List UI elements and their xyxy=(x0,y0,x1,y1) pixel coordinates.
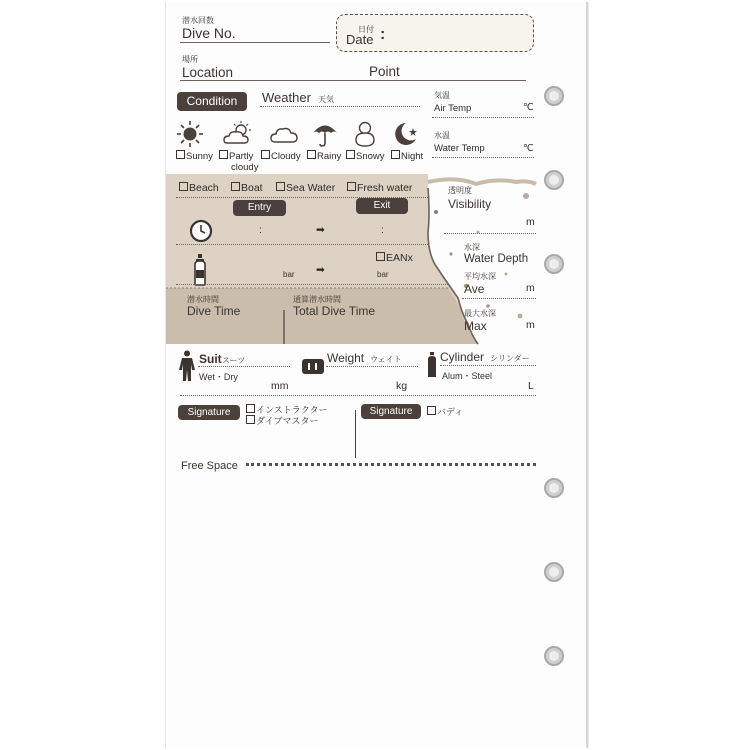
free-space-label: Free Space xyxy=(181,460,238,472)
water-temp-label: Water Temp xyxy=(434,143,485,154)
air-tank-icon xyxy=(192,254,208,286)
dive-no-jp: 潜水回数 xyxy=(182,16,214,25)
suit-label: Suit xyxy=(199,352,222,366)
sun-icon xyxy=(176,120,204,148)
signature-divider xyxy=(355,410,356,458)
option-night[interactable]: Night xyxy=(391,150,423,162)
checkbox[interactable] xyxy=(176,150,185,159)
weather-jp: 天気 xyxy=(318,95,334,104)
entry-time-colon: : xyxy=(259,224,262,236)
exit-badge: Exit xyxy=(356,198,408,214)
max-label: Max xyxy=(464,319,487,333)
checkbox[interactable] xyxy=(307,150,316,159)
weight-line xyxy=(326,366,418,367)
signature-badge-instructor: Signature xyxy=(178,405,240,420)
air-temp-label: Air Temp xyxy=(434,103,472,114)
condition-badge: Condition xyxy=(177,92,247,111)
gear-line xyxy=(180,395,536,396)
env-beach[interactable]: Beach xyxy=(179,182,219,194)
option-partly-cloudy[interactable]: Partly cloudy xyxy=(219,150,258,173)
snowman-icon xyxy=(353,120,377,148)
binder-hole xyxy=(544,170,564,190)
air-temp-unit: ℃ xyxy=(523,102,534,113)
suit-jp: スーツ xyxy=(222,356,246,365)
date-colon: : xyxy=(380,26,386,43)
option-snowy[interactable]: Snowy xyxy=(346,150,385,162)
env-boat[interactable]: Boat xyxy=(231,182,263,194)
signature-badge-buddy: Signature xyxy=(361,404,421,419)
checkbox[interactable] xyxy=(276,182,285,191)
umbrella-icon xyxy=(311,120,339,148)
checkbox[interactable] xyxy=(347,182,356,191)
water-depth-label: Water Depth xyxy=(464,253,529,265)
location-jp: 場所 xyxy=(182,55,198,64)
ave-line xyxy=(462,298,536,299)
cylinder-line xyxy=(440,365,536,366)
option-sunny[interactable]: Sunny xyxy=(176,150,213,162)
env-sea-water[interactable]: Sea Water xyxy=(276,182,335,194)
binder-hole xyxy=(544,478,564,498)
time-line xyxy=(176,244,428,245)
point-label: Point xyxy=(369,64,400,79)
visibility-jp: 透明度 xyxy=(448,186,472,195)
binder-hole xyxy=(544,562,564,582)
checkbox[interactable] xyxy=(231,182,240,191)
water-temp-jp: 水温 xyxy=(434,131,450,140)
checkbox[interactable] xyxy=(261,150,270,159)
dive-no-line xyxy=(180,42,330,43)
pressure-arrow: ➡ xyxy=(316,264,325,276)
end-bar-unit: bar xyxy=(377,270,389,279)
visibility-unit: m xyxy=(526,216,535,228)
total-time-jp: 通算潜水時間 xyxy=(293,295,341,304)
ave-jp: 平均水深 xyxy=(464,272,496,281)
air-temp-jp: 気温 xyxy=(434,91,450,100)
start-bar-unit: bar xyxy=(283,270,295,279)
suit-line xyxy=(198,366,290,367)
pressure-line xyxy=(176,284,448,285)
air-temp-line xyxy=(432,117,534,118)
max-unit: m xyxy=(526,319,535,331)
date-jp: 日付 xyxy=(358,25,374,34)
checkbox[interactable] xyxy=(376,252,385,261)
dive-no-label: Dive No. xyxy=(182,25,236,41)
water-temp-unit: ℃ xyxy=(523,143,534,154)
dive-time-jp: 潜水時間 xyxy=(187,295,219,304)
env-fresh-water[interactable]: Fresh water xyxy=(347,182,412,194)
weight-unit: kg xyxy=(396,380,408,392)
cylinder-unit: L xyxy=(528,380,534,392)
binder-hole xyxy=(544,646,564,666)
checkbox[interactable] xyxy=(346,150,355,159)
partly-cloudy-icon xyxy=(222,120,254,148)
suit-unit: mm xyxy=(271,380,289,392)
cylinder-label: Cylinder xyxy=(440,350,485,364)
clock-icon xyxy=(189,219,213,243)
moon-star-icon xyxy=(392,120,420,148)
cylinder-jp: シリンダー xyxy=(490,354,530,363)
visibility-label: Visibility xyxy=(448,197,492,211)
buddy-option[interactable]: バディ xyxy=(427,405,463,418)
dive-log-page xyxy=(165,2,588,748)
water-temp-line xyxy=(432,157,534,158)
checkbox[interactable] xyxy=(427,406,436,415)
free-space-dots xyxy=(246,463,536,466)
entry-badge: Entry xyxy=(233,200,286,216)
divemaster-option[interactable]: ダイブマスター xyxy=(246,414,319,427)
exit-time-colon: : xyxy=(381,224,384,236)
suit-type: Wet・Dry xyxy=(199,372,238,382)
checkbox[interactable] xyxy=(246,415,255,424)
cylinder-type: Alum・Steel xyxy=(442,371,493,381)
ave-unit: m xyxy=(526,282,535,294)
binder-hole xyxy=(544,86,564,106)
total-time-label: Total Dive Time xyxy=(293,304,376,318)
cloud-icon xyxy=(270,124,298,144)
time-arrow: ➡ xyxy=(316,224,325,236)
water-depth-jp: 水深 xyxy=(464,243,480,252)
option-rainy[interactable]: Rainy xyxy=(307,150,341,162)
checkbox[interactable] xyxy=(246,404,255,413)
option-cloudy[interactable]: Cloudy xyxy=(261,150,301,162)
checkbox[interactable] xyxy=(219,150,228,159)
weather-line xyxy=(260,106,420,107)
instructor-option[interactable]: インストラクター xyxy=(246,403,328,416)
checkbox[interactable] xyxy=(179,182,188,191)
weight-icon xyxy=(302,359,324,374)
checkbox[interactable] xyxy=(391,150,400,159)
cylinder-icon xyxy=(426,352,438,378)
weight-jp: ウェイト xyxy=(370,355,402,364)
visibility-line xyxy=(444,233,536,234)
weather-label: Weather xyxy=(262,90,311,105)
date-label: Date xyxy=(346,32,374,47)
binder-hole xyxy=(544,254,564,274)
dive-time-label: Dive Time xyxy=(187,304,241,318)
location-line xyxy=(180,80,526,81)
ave-label: Ave xyxy=(464,282,485,296)
weight-label: Weight xyxy=(327,351,365,365)
wetsuit-icon xyxy=(178,350,196,382)
eanx-option[interactable]: EANx xyxy=(376,252,413,264)
max-jp: 最大水深 xyxy=(464,309,496,318)
location-label: Location xyxy=(182,65,234,80)
